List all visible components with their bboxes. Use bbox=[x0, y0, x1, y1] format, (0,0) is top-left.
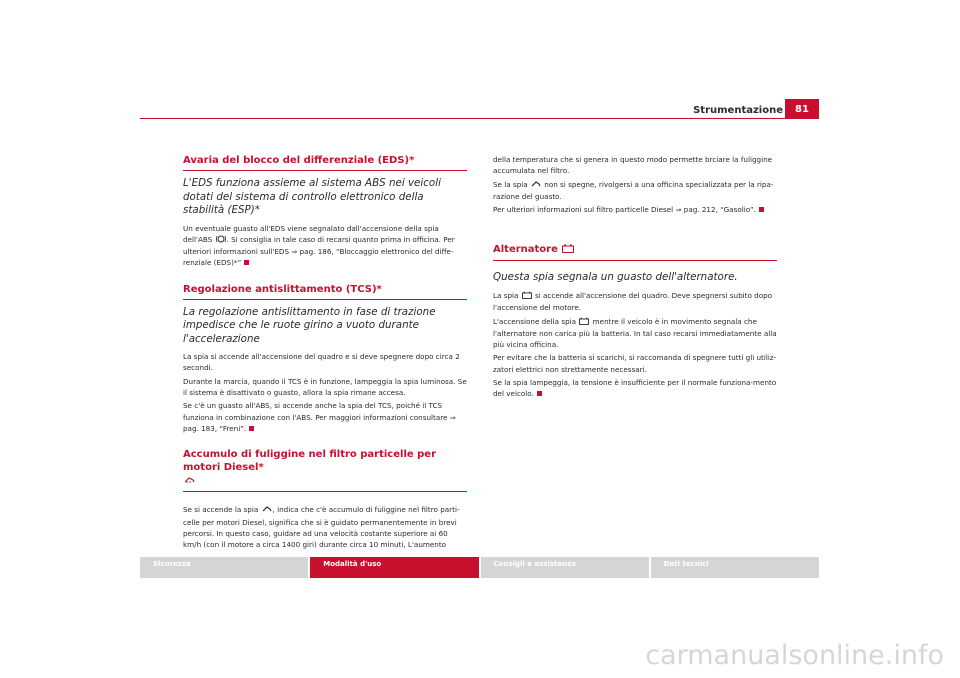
section-eds bbox=[183, 154, 467, 269]
diesel-continued-2 bbox=[493, 179, 777, 203]
battery-icon bbox=[562, 244, 574, 257]
cont3-text: Per ulteriori informazioni sul filtro particelle Diesel ⇒ pag. 212, “Gasolio”. bbox=[493, 205, 756, 215]
tcs-title: Regolazione antislittamento (TCS)* bbox=[183, 283, 467, 300]
section-end-marker bbox=[244, 260, 249, 265]
eds-subtitle: L'EDS funziona assieme al sistema ABS nei veicoli dotati del sistema di controllo elettronico della stabilità (ESP)* bbox=[183, 177, 441, 216]
cont2-text-b: non si spegne, rivolgersi a una officina specializzata per la ripa-razione del guasto. bbox=[493, 179, 774, 201]
page-number: 81 bbox=[785, 99, 819, 119]
tcs-text-3: Se c'è un guasto all'ABS, si accende anche la spia del TCS, poiché il TCS funziona in combinazione con l'ABS. Per maggiori informazioni consultare ⇒ pag. 183, “Freni”. bbox=[183, 401, 456, 433]
alternator-paragraph-1 bbox=[493, 290, 777, 314]
eds-paragraph bbox=[183, 223, 467, 269]
alternator-subtitle: Questa spia segnala un guasto dell'alternatore. bbox=[493, 271, 738, 284]
alt-p2-text-b: mentre il veicolo è in movimento segnala che l'alternatore non carica più la batteria. In tal caso recarsi immediatamente alla più vicina officina. bbox=[493, 316, 777, 350]
tcs-subtitle: La regolazione antislittamento in fase di trazione impedisce che le ruote girino a vuoto durante l'accelerazione bbox=[183, 305, 436, 345]
diesel-particle-filter-icon bbox=[531, 180, 541, 191]
section-diesel bbox=[183, 448, 467, 550]
section-end-marker bbox=[759, 207, 764, 212]
diesel-continued-1: della temperatura che si genera in questo modo permette brciare la fuliggine accumulata nel filtro. bbox=[493, 155, 773, 176]
eds-text-b: . Si consiglia in tale caso di recarsi quanto prima in officina. Per ulteriori informazioni sull'EDS ⇒ pag. 186, “Bloccaggio elettronico del diffe-renziale (EDS)*” bbox=[183, 234, 455, 268]
alternator-paragraph-4 bbox=[493, 377, 777, 400]
abs-warning-icon bbox=[216, 235, 226, 246]
diesel-continued-3 bbox=[493, 204, 777, 215]
diesel-paragraph bbox=[183, 504, 467, 550]
diesel-particle-filter-icon bbox=[184, 475, 195, 488]
alternator-title bbox=[493, 243, 777, 261]
battery-icon bbox=[579, 317, 589, 328]
page-section-title: Strumentazione bbox=[693, 105, 783, 116]
eds-title: Avaria del blocco del differenziale (EDS)* bbox=[183, 154, 467, 171]
alternator-paragraph-2 bbox=[493, 316, 777, 351]
right-column bbox=[493, 154, 777, 412]
section-end-marker bbox=[249, 426, 254, 431]
tcs-paragraph-2: Durante la marcia, quando il TCS è in funzione, lampeggia la spia luminosa. Se il sistema è disattivato o guasto, allora la spia rimane accesa. bbox=[183, 376, 467, 398]
cont2-text-a: Se la spia bbox=[493, 179, 528, 189]
tab-modalita-duso[interactable]: Modalità d'uso bbox=[310, 557, 478, 578]
footer-tabs bbox=[140, 557, 819, 578]
alt-p1-text-a: La spia bbox=[493, 290, 519, 300]
alt-p1-text-b: si accende all'accensione del quadro. Deve spegnersi subito dopo l'accensione del motore. bbox=[493, 290, 773, 313]
alt-p4-text: Se la spia lampeggia, la tensione è insufficiente per il normale funziona-mento del veicolo. bbox=[493, 378, 777, 399]
tab-consigli-assistenza[interactable]: Consigli e assistenza bbox=[481, 557, 649, 578]
tab-sicurezza[interactable]: Sicurezza bbox=[140, 557, 308, 578]
section-alternator bbox=[493, 243, 777, 399]
eds-text-a: Un eventuale guasto all'EDS viene segnalato dall'accensione della spia dell'ABS bbox=[183, 223, 439, 244]
battery-icon bbox=[522, 291, 532, 302]
left-column bbox=[183, 154, 467, 562]
alt-p2-text-a: L'accensione della spia bbox=[493, 316, 577, 326]
tcs-paragraph-1: La spia si accende all'accensione del quadro e si deve spegnere dopo circa 2 secondi. bbox=[183, 352, 460, 373]
tab-dati-tecnici[interactable]: Dati tecnici bbox=[651, 557, 819, 578]
alternator-title-text: Alternatore bbox=[493, 244, 558, 256]
header-rule bbox=[140, 118, 819, 119]
diesel-text-a: Se si accende la spia bbox=[183, 505, 259, 515]
diesel-title bbox=[183, 448, 467, 492]
diesel-particle-filter-icon bbox=[262, 505, 272, 516]
section-end-marker bbox=[537, 391, 542, 396]
alternator-paragraph-3: Per evitare che la batteria si scarichi, si raccomanda di spegnere tutti gli utiliz-zatori elettrici non strettamente necessari. bbox=[493, 353, 777, 374]
diesel-text-b: , indica che c'è accumulo di fuliggine nel filtro parti-celle per motori Diesel, significa che si è guidato permanentemente in brevi percorsi. In questo caso, guidare ad una velocità costante superiore ai 60 km/h (con il motore a circa 1400 giri) durante circa 10 minuti, L'aumento bbox=[183, 505, 460, 550]
section-tcs bbox=[183, 283, 467, 435]
tcs-paragraph-3 bbox=[183, 400, 467, 434]
watermark: carmanualsonline.info bbox=[645, 640, 944, 671]
diesel-title-text: Accumulo di fuliggine nel filtro particelle per motori Diesel* bbox=[183, 449, 437, 474]
